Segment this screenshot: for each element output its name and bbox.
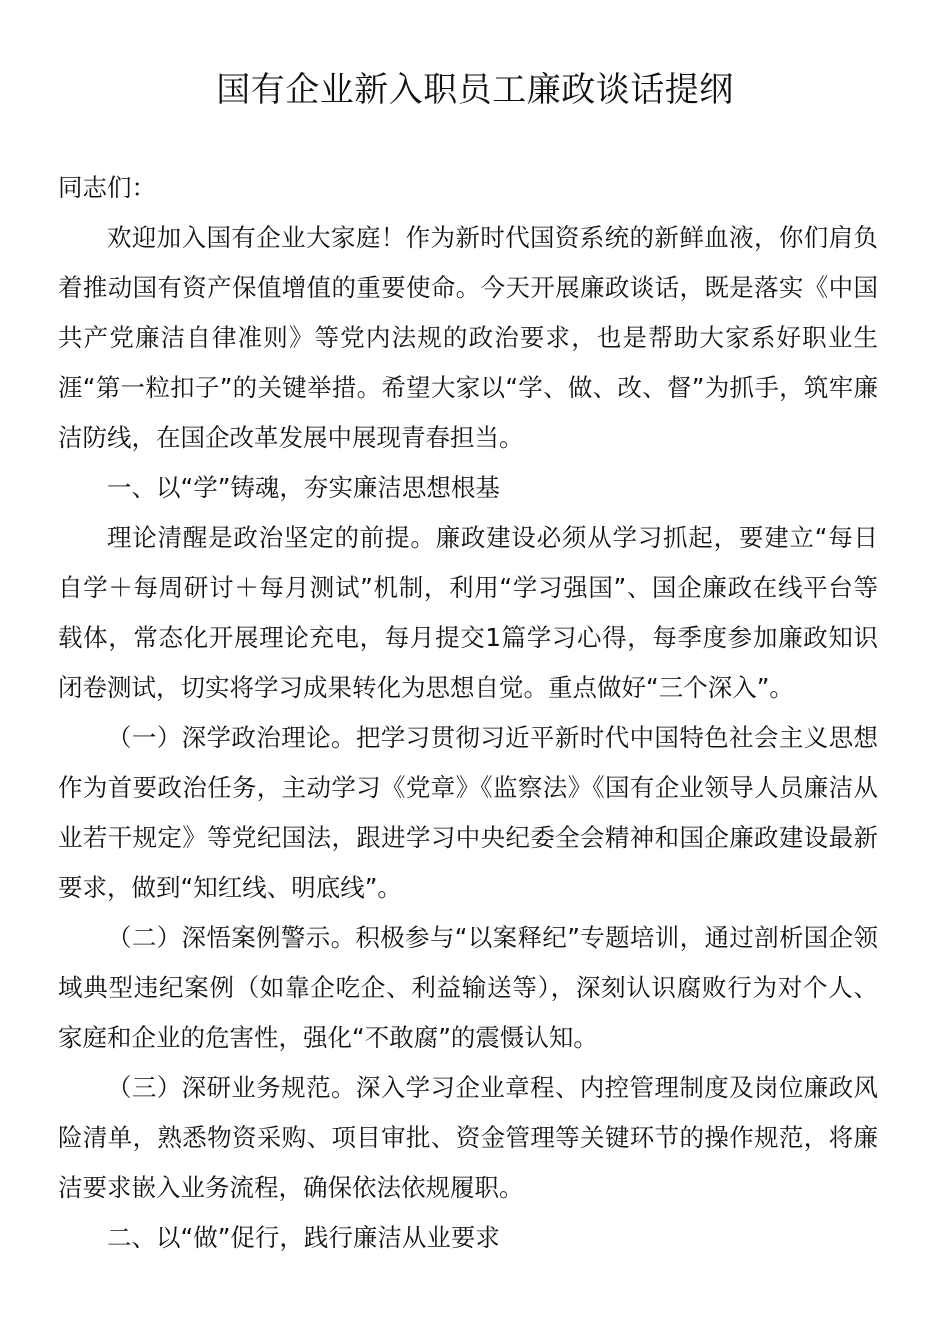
paragraph-intro: 欢迎加入国有企业大家庭！作为新时代国资系统的新鲜血液，你们肩负着推动国有资产保值增值的重要使命。今天开展廉政谈话，既是落实《中国共产党廉洁自律准则》等党内法规的政治要求，也是帮助大家系好职业生涯“第一粒扣子”的关键举措。希望大家以“学、做、改、督”为抓手，筑牢廉洁防线，在国企改革发展中展现青春担当。 [58,223,878,452]
paragraph-section-1: 理论清醒是政治坚定的前提。廉政建设必须从学习抓起，要建立“每日自学＋每周研讨＋每月测试”机制，利用“学习强国”、国企廉政在线平台等载体，常态化开展理论充电，每月提交1篇学习心得，每季度参加廉政知识闭卷测试，切实将学习成果转化为思想自觉。重点做好“三个深入”。 [58,523,878,702]
salutation: 同志们： [58,173,156,202]
document-title: 国有企业新入职员工廉政谈话提纲 [216,70,734,110]
paragraph-subsection-3: （三）深研业务规范。深入学习企业章程、内控管理制度及岗位廉政风险清单，熟悉物资采购、项目审批、资金管理等关键环节的操作规范，将廉洁要求嵌入业务流程，确保依法依规履职。 [58,1073,878,1202]
section-heading-2: 二、以“做”促行，践行廉洁从业要求 [107,1223,500,1252]
document-body [58,163,878,1263]
paragraph-subsection-2: （二）深悟案例警示。积极参与“以案释纪”专题培训，通过剖析国企领域典型违纪案例（如靠企吃企、利益输送等），深刻认识腐败行为对个人、家庭和企业的危害性，强化“不敢腐”的震慑认知。 [58,923,878,1052]
section-heading-1: 一、以“学”铸魂，夯实廉洁思想根基 [107,473,500,502]
paragraph-subsection-1: （一）深学政治理论。把学习贯彻习近平新时代中国特色社会主义思想作为首要政治任务，主动学习《党章》《监察法》《国有企业领导人员廉洁从业若干规定》等党纪国法，跟进学习中央纪委全会精神和国企廉政建设最新要求，做到“知红线、明底线”。 [58,723,878,902]
